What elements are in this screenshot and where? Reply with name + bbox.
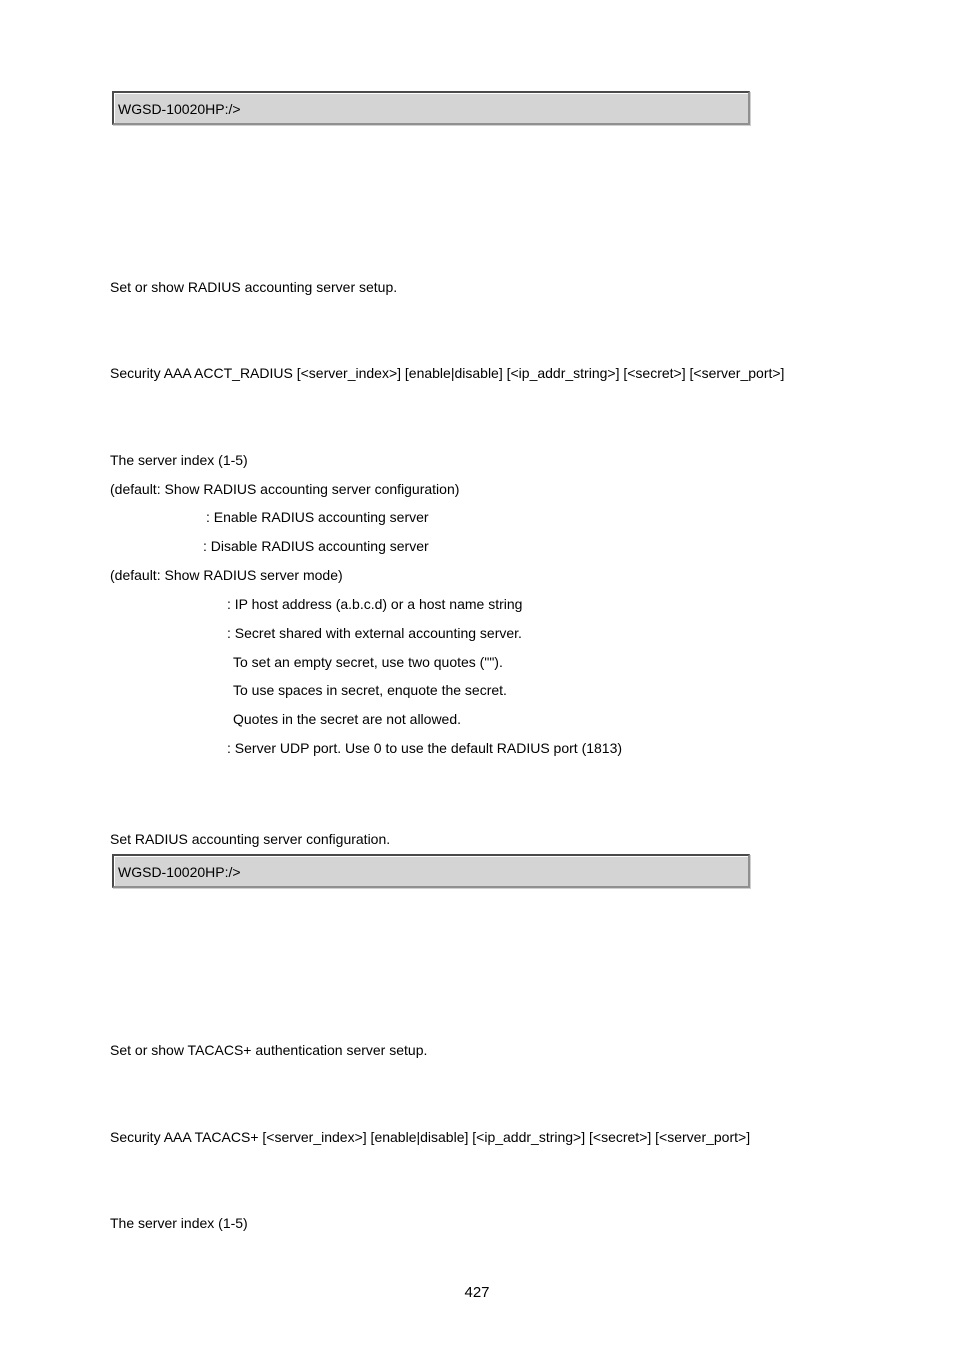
tacacs-param-server-index: The server index (1-5)	[110, 1215, 248, 1231]
cli-prompt-text: WGSD-10020HP:/>	[118, 864, 241, 880]
cli-prompt-text: WGSD-10020HP:/>	[118, 101, 241, 117]
tacacs-description: Set or show TACACS+ authentication server setup.	[110, 1042, 428, 1058]
param-ip-addr: : IP host address (a.b.c.d) or a host name string	[227, 596, 523, 612]
param-default-show-mode: (default: Show RADIUS server mode)	[110, 567, 343, 583]
param-secret-spaces: To use spaces in secret, enquote the secret.	[233, 682, 507, 698]
param-server-index: The server index (1-5)	[110, 452, 248, 468]
cli-example-box	[112, 91, 750, 125]
acct-radius-description: Set or show RADIUS accounting server setup.	[110, 279, 398, 295]
param-enable: : Enable RADIUS accounting server	[206, 509, 429, 525]
acct-radius-example: Set RADIUS accounting server configuration.	[110, 831, 391, 847]
param-disable: : Disable RADIUS accounting server	[203, 538, 429, 554]
param-secret-empty: To set an empty secret, use two quotes ("").	[233, 654, 503, 670]
page-number: 427	[464, 1284, 490, 1301]
param-secret: : Secret shared with external accounting server.	[227, 625, 522, 641]
param-default-show-config: (default: Show RADIUS accounting server configuration)	[110, 481, 460, 497]
tacacs-syntax: Security AAA TACACS+ [<server_index>] [enable|disable] [<ip_addr_string>] [<secret>] [<server_port>]	[110, 1129, 751, 1145]
param-server-port: : Server UDP port. Use 0 to use the default RADIUS port (1813)	[227, 740, 623, 756]
cli-example-box	[112, 854, 750, 888]
acct-radius-syntax: Security AAA ACCT_RADIUS [<server_index>] [enable|disable] [<ip_addr_string>] [<secret>] [<server_port>]	[110, 365, 785, 381]
param-secret-quotes: Quotes in the secret are not allowed.	[233, 711, 462, 727]
